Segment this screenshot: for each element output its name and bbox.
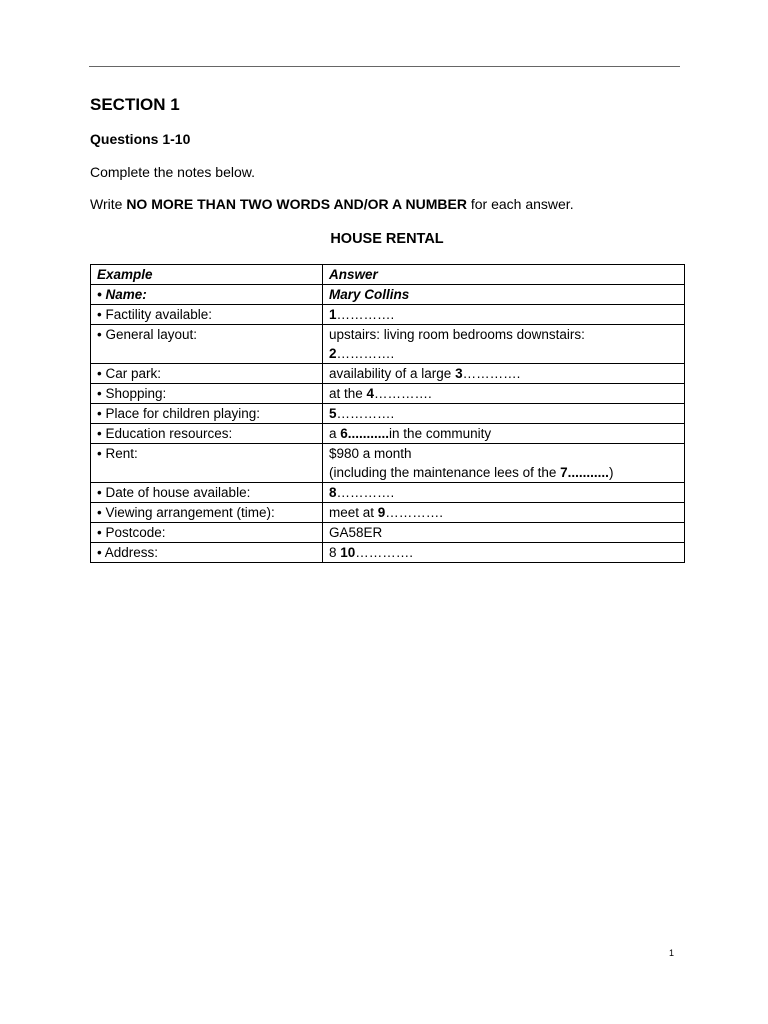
table-row bbox=[91, 483, 685, 503]
table-row bbox=[91, 543, 685, 563]
answer-blank-number: 2 bbox=[329, 346, 337, 361]
name-value: Mary Collins bbox=[329, 287, 410, 302]
row-answer bbox=[323, 364, 685, 384]
instruction-bold: NO MORE THAN TWO WORDS AND/OR A NUMBER bbox=[126, 196, 467, 212]
answer-pre: meet at bbox=[329, 505, 378, 520]
table-title: HOUSE RENTAL bbox=[330, 231, 444, 247]
answer-blank-number: 4 bbox=[366, 386, 375, 401]
answer-post: …………. bbox=[462, 366, 521, 381]
table-row bbox=[91, 444, 685, 483]
page-number: 1 bbox=[669, 948, 675, 958]
instruction-pre: Write bbox=[90, 196, 127, 212]
instruction-line-2 bbox=[90, 196, 574, 212]
row-label: • Date of house available: bbox=[91, 483, 323, 503]
answer-blank-number: 9 bbox=[377, 505, 386, 520]
row-label: • Rent: bbox=[91, 444, 323, 483]
row-label: • Factility available: bbox=[91, 305, 323, 325]
answer-line-1: upstairs: living room bedrooms downstairs: bbox=[329, 327, 585, 342]
table-row bbox=[91, 523, 685, 543]
instruction-line-1: Complete the notes below. bbox=[90, 164, 255, 180]
instruction-post: for each answer. bbox=[466, 196, 574, 212]
answer-post: …………. bbox=[336, 485, 395, 500]
row-answer bbox=[323, 424, 685, 444]
answer-blank-number: 8 bbox=[329, 485, 337, 500]
answer-pre: at the bbox=[329, 386, 367, 401]
row-label: • Viewing arrangement (time): bbox=[91, 503, 323, 523]
section-title: SECTION 1 bbox=[90, 95, 180, 114]
table-row bbox=[91, 364, 685, 384]
answer-pre: (including the maintenance lees of the bbox=[329, 465, 561, 480]
name-label: • Name: bbox=[97, 287, 147, 302]
row-answer bbox=[323, 305, 685, 325]
row-label: • Education resources: bbox=[91, 424, 323, 444]
answer-post: …………. bbox=[336, 406, 395, 421]
answer-blank-number: 6........... bbox=[340, 426, 390, 441]
table-row bbox=[91, 404, 685, 424]
header-example bbox=[91, 265, 323, 285]
row-label: • Shopping: bbox=[91, 384, 323, 404]
answer-pre: availability of a large bbox=[329, 366, 456, 381]
row-label: • Car park: bbox=[91, 364, 323, 384]
answer-line-2 bbox=[329, 344, 678, 363]
answer-pre: 8 bbox=[329, 545, 341, 560]
answer-post: …………. bbox=[355, 545, 414, 560]
answer-pre: a bbox=[329, 426, 341, 441]
row-answer bbox=[323, 384, 685, 404]
answer-line-2 bbox=[329, 463, 678, 482]
table-row bbox=[91, 325, 685, 364]
header-col2: Answer bbox=[329, 267, 378, 282]
answer-blank-number: 10 bbox=[340, 545, 356, 560]
answer-post: …………. bbox=[374, 386, 432, 401]
answer-post: …………. bbox=[336, 307, 395, 322]
answer-blank-number: 1 bbox=[329, 307, 337, 322]
row-answer bbox=[323, 483, 685, 503]
answer-post: …………. bbox=[336, 346, 395, 361]
row-label bbox=[91, 285, 323, 305]
table-row bbox=[91, 305, 685, 325]
row-answer bbox=[323, 523, 685, 543]
questions-heading: Questions 1-10 bbox=[90, 131, 191, 147]
header-col1: Example bbox=[97, 267, 153, 282]
header-answer bbox=[323, 265, 685, 285]
row-answer bbox=[323, 444, 685, 483]
table-row bbox=[91, 384, 685, 404]
row-label: • Address: bbox=[91, 543, 323, 563]
row-answer bbox=[323, 543, 685, 563]
answer-blank-number: 7........... bbox=[560, 465, 609, 480]
row-answer bbox=[323, 503, 685, 523]
row-label: • General layout: bbox=[91, 325, 323, 364]
table-header-row bbox=[91, 265, 685, 285]
answer-post: ) bbox=[608, 465, 614, 480]
row-answer bbox=[323, 285, 685, 305]
table-row bbox=[91, 424, 685, 444]
answer-post: in the community bbox=[389, 426, 492, 441]
answer-line-1: $980 a month bbox=[329, 446, 412, 461]
answer-pre: GA58ER bbox=[329, 525, 383, 540]
notes-table bbox=[90, 264, 685, 563]
table-row bbox=[91, 503, 685, 523]
answer-post: …………. bbox=[385, 505, 444, 520]
row-answer bbox=[323, 404, 685, 424]
top-divider bbox=[89, 66, 680, 67]
answer-blank-number: 3 bbox=[455, 366, 463, 381]
answer-blank-number: 5 bbox=[329, 406, 337, 421]
table-row-name bbox=[91, 285, 685, 305]
row-answer bbox=[323, 325, 685, 364]
row-label: • Postcode: bbox=[91, 523, 323, 543]
row-label: • Place for children playing: bbox=[91, 404, 323, 424]
